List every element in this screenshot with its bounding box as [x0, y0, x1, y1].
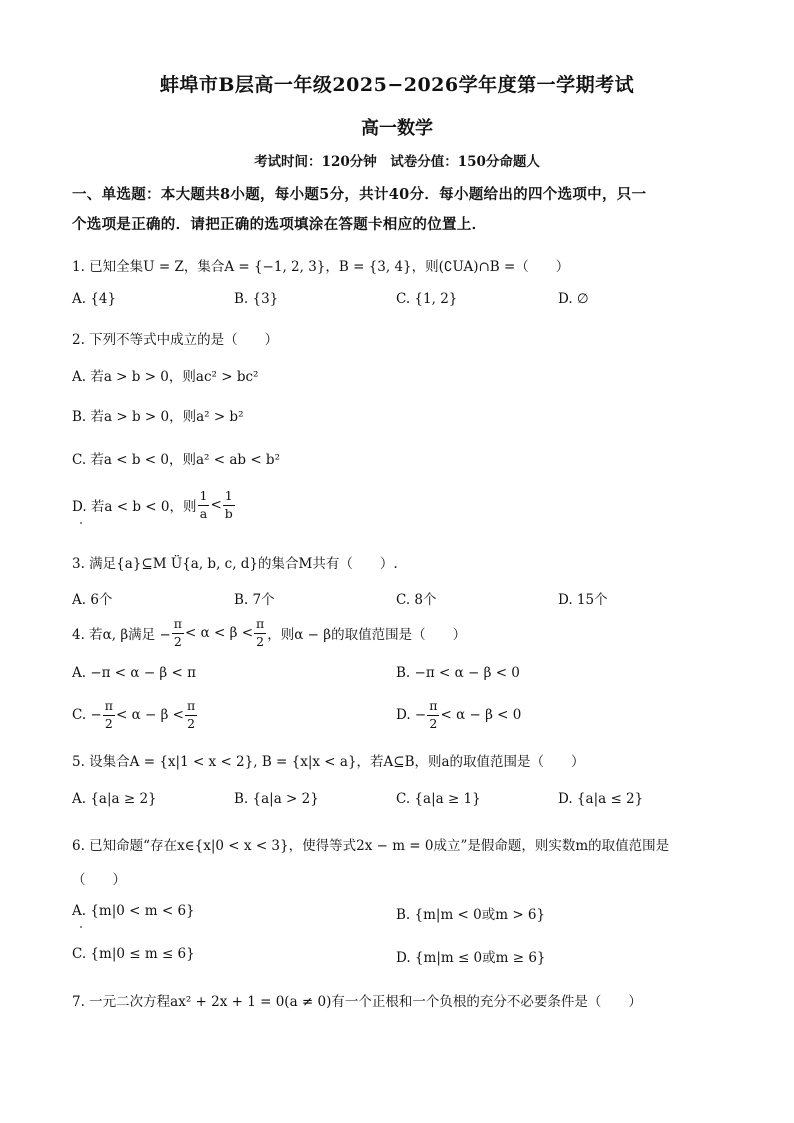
fraction-pi-over-2: $\frac{\pi}{2}$	[104, 698, 113, 731]
question-4-option-a: A. −π < α − β < π	[72, 665, 196, 681]
exam-subject: 高一数学	[361, 118, 433, 139]
question-1-option-c: C. {1, 2}	[396, 291, 458, 307]
question-5-option-c: C. {a|a ≥ 1}	[396, 791, 481, 807]
question-2-option-c: C. 若a < b < 0，则a² < ab < b²	[72, 452, 280, 468]
question-2-option-a: A. 若a > b > 0，则ac² > bc²	[72, 369, 259, 385]
exam-meta: 考试时间：120分钟 试卷分值：150分命题人	[254, 154, 540, 170]
question-7-stem: 7. 一元二次方程ax² + 2x + 1 = 0(a ≠ 0)有一个正根和一个负根的充分不必要条件是（ ）	[72, 994, 642, 1010]
fraction-pi-over-2: $\frac{\pi}{2}$	[256, 616, 265, 649]
section-heading-line2: 个选项是正确的．请把正确的选项填涂在答题卡相应的位置上．	[72, 216, 487, 233]
question-4-stem: 4. 若α, β满足 − $\frac{\pi}{2}$ < α < β < $\frac{\pi}{2}$ ，则α − β的取值范围是（ ）	[72, 616, 467, 649]
question-6-option-a: A. {m|0 < m < 6}	[72, 903, 195, 919]
question-4-option-d: D. − $\frac{\pi}{2}$ < α − β < 0	[396, 698, 522, 731]
question-6-option-c: C. {m|0 ≤ m ≤ 6}	[72, 946, 195, 962]
question-6-stem: 6. 已知命题“存在x∈{x|0 < x < 3}，使得等式2x − m = 0成立”是假命题，则实数m的取值范围是	[72, 838, 670, 854]
question-6-stem-line2: （ ）	[72, 872, 126, 888]
question-2-option-d: D. 若a < b < 0，则 $\frac{1}{a}$ < $\frac{1}{b}$	[72, 488, 233, 521]
question-1-stem: 1. 已知全集U = Z，集合A = {−1, 2, 3}，B = {3, 4}，则(∁UA)∩B =（ ）	[72, 259, 570, 275]
question-1-option-a: A. {4}	[72, 291, 117, 307]
question-6-option-b: B. {m|m < 0或m > 6}	[396, 907, 546, 923]
question-2-option-b: B. 若a > b > 0，则a² > b²	[72, 409, 244, 425]
question-3-stem: 3. 满足{a}⊆M Ü{a, b, c, d}的集合M共有（ ）.	[72, 556, 398, 572]
question-5-option-b: B. {a|a > 2}	[234, 791, 319, 807]
stray-dot	[80, 522, 82, 524]
fraction-pi-over-2: $\frac{\pi}{2}$	[429, 698, 438, 731]
question-1-option-b: B. {3}	[234, 291, 279, 307]
question-5-option-d: D. {a|a ≤ 2}	[558, 791, 644, 807]
fraction-pi-over-2: $\frac{\pi}{2}$	[187, 698, 196, 731]
exam-title: 蚌埠市B层高一年级2025−2026学年度第一学期考试	[159, 74, 635, 96]
question-3-option-c: C. 8个	[396, 592, 437, 608]
question-4-option-c: C. − $\frac{\pi}{2}$ < α − β < $\frac{\pi}{2}$	[72, 698, 196, 731]
question-3-option-b: B. 7个	[234, 592, 275, 608]
fraction-1-over-a: $\frac{1}{a}$	[199, 488, 208, 521]
question-4-option-b: B. −π < α − β < 0	[396, 665, 520, 681]
question-3-option-a: A. 6个	[72, 592, 113, 608]
section-heading-line1: 一、单选题：本大题共8小题，每小题5分，共计40分．每小题给出的四个选项中，只一	[72, 186, 647, 203]
fraction-pi-over-2: $\frac{\pi}{2}$	[173, 616, 182, 649]
question-5-option-a: A. {a|a ≥ 2}	[72, 791, 157, 807]
question-1-option-d: D. ∅	[558, 291, 589, 307]
question-2-option-d-text: D. 若a < b < 0，则	[72, 499, 197, 515]
question-6-option-d: D. {m|m ≤ 0或m ≥ 6}	[396, 950, 546, 966]
question-3-option-d: D. 15个	[558, 592, 608, 608]
question-5-stem: 5. 设集合A = {x|1 < x < 2}, B = {x|x < a}，若A⊆B，则a的取值范围是（ ）	[72, 754, 585, 770]
fraction-1-over-b: $\frac{1}{b}$	[224, 488, 233, 521]
question-2-stem: 2. 下列不等式中成立的是（ ）	[72, 332, 279, 348]
stray-dot	[80, 926, 82, 928]
